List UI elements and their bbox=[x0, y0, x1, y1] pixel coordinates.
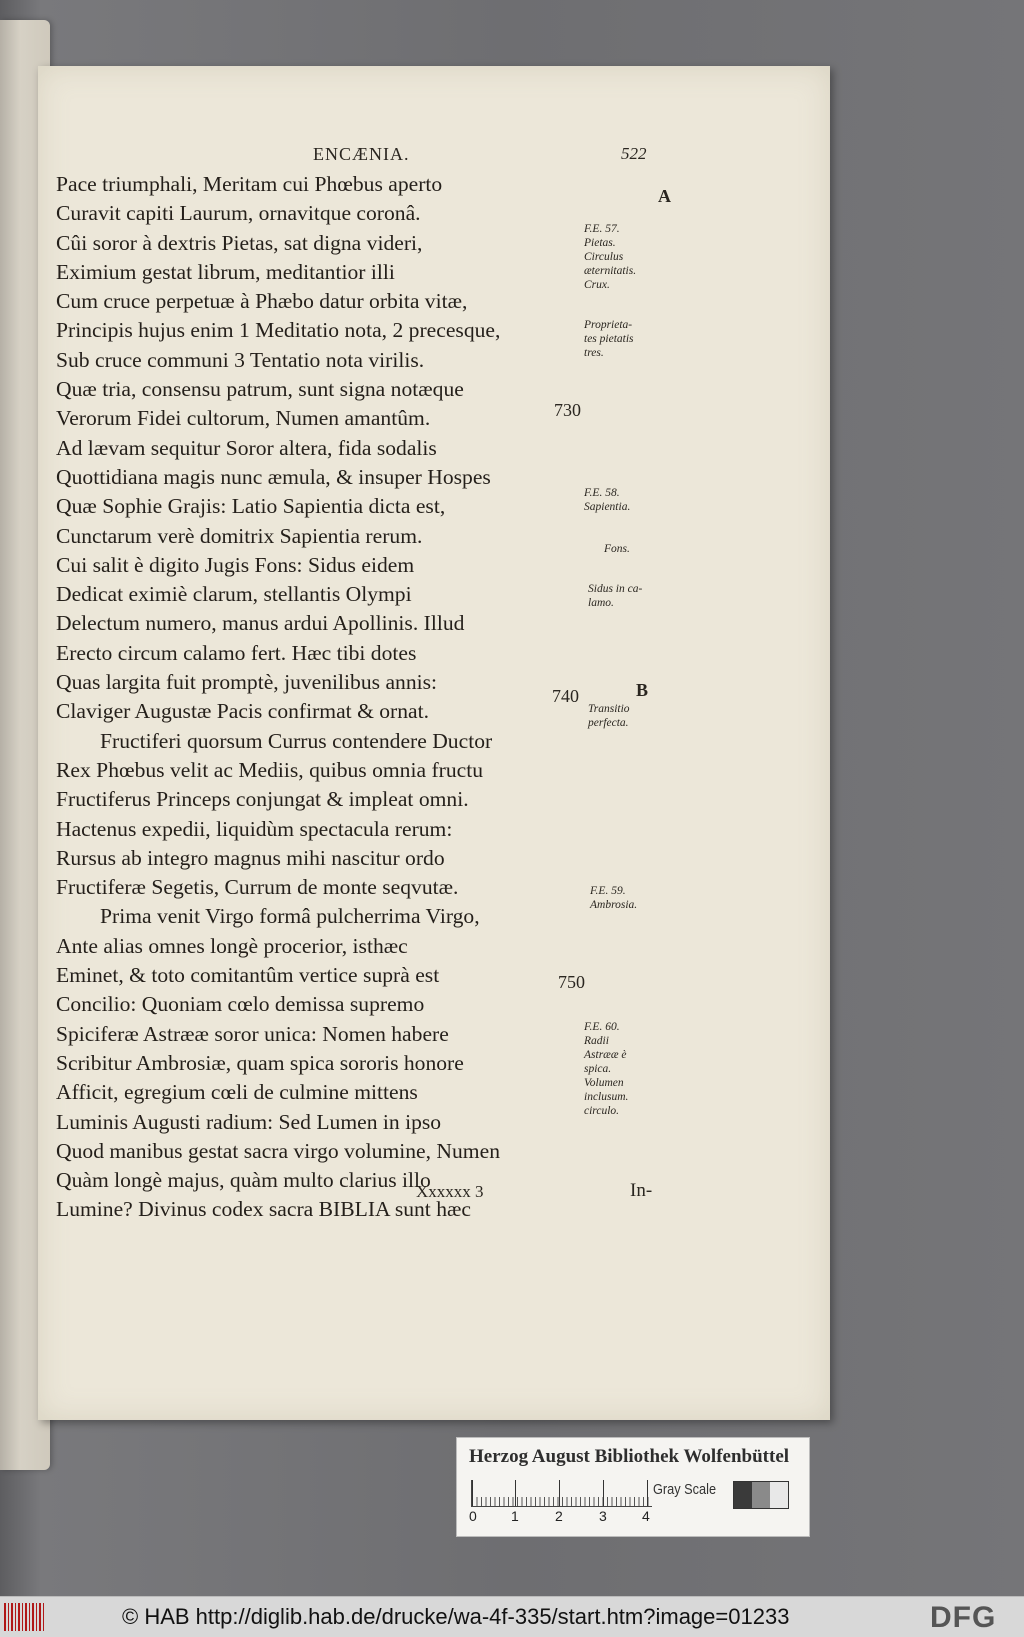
margin-note bbox=[584, 222, 636, 292]
verse-line: Rursus ab integro magnus mihi nascitur ordo bbox=[56, 845, 445, 870]
margin-note-line: Ambrosia. bbox=[590, 899, 638, 911]
gray-scale-swatch bbox=[733, 1481, 789, 1509]
margin-note-line: F.E. 60. bbox=[584, 1021, 620, 1033]
verse-line: Prima venit Virgo formâ pulcherrima Virgo, bbox=[100, 904, 480, 929]
swatch-mid bbox=[752, 1482, 770, 1508]
verse-line: Pace triumphali, Meritam cui Phœbus aperto bbox=[56, 172, 443, 196]
margin-note-line: æternitatis. bbox=[584, 265, 637, 277]
verse-line: Quæ tria, consensu patrum, sunt signa notæque bbox=[56, 377, 464, 402]
margin-note-line: tes pietatis bbox=[584, 333, 634, 345]
margin-note-line: Astrææ è bbox=[584, 1049, 627, 1061]
verse-line: Fructiferæ Segetis, Currum de monte seqvutæ. bbox=[56, 875, 459, 900]
verse-line: Fructiferus Princeps conjungat & impleat omni. bbox=[56, 787, 469, 812]
margin-note-line: Radii bbox=[584, 1035, 609, 1047]
margin-note-line: Pietas. bbox=[584, 237, 616, 249]
color-bar-card bbox=[456, 1437, 810, 1537]
margin-note-line: F.E. 57. bbox=[584, 223, 620, 235]
verse-line: Cui salit è digito Jugis Fons: Sidus eidem bbox=[56, 552, 415, 577]
verse-text-block bbox=[56, 170, 576, 1225]
verse-line: Quæ Sophie Grajis: Latio Sapientia dicta est, bbox=[56, 494, 446, 519]
margin-note-line: circulo. bbox=[584, 1105, 620, 1117]
footer-bar bbox=[0, 1596, 1024, 1637]
line-number: 740 bbox=[552, 686, 579, 706]
section-mark-a: A bbox=[658, 186, 671, 206]
margin-note bbox=[590, 884, 637, 912]
margin-note-line: Sapientia. bbox=[584, 501, 631, 513]
margin-note-line: Circulus bbox=[584, 251, 624, 263]
verse-line: Afficit, egregium cœli de culmine mittens bbox=[56, 1080, 418, 1105]
verse-line: Principis hujus enim 1 Meditatio nota, 2 precesque, bbox=[56, 318, 501, 343]
verse-line: Ad lævam sequitur Soror altera, fida sodalis bbox=[56, 435, 437, 460]
verse-line: Lumine? Divinus codex sacra BIBLIA sunt hæc bbox=[56, 1197, 471, 1222]
line-number: 750 bbox=[558, 972, 585, 992]
margin-note-line: F.E. 59. bbox=[590, 885, 626, 897]
margin-note-line: Fons. bbox=[604, 543, 630, 555]
margin-note bbox=[604, 542, 630, 556]
line-number: 730 bbox=[554, 400, 581, 420]
footer-link[interactable]: © HAB http://diglib.hab.de/drucke/wa-4f-335/start.htm?image=01233 bbox=[122, 1604, 790, 1629]
margin-note bbox=[584, 318, 634, 360]
margin-note bbox=[588, 582, 642, 610]
ruler-number: 0 bbox=[469, 1508, 477, 1524]
signature-mark: Xxxxxx 3 bbox=[416, 1182, 484, 1201]
verse-line: Eximium gestat librum, meditantior illi bbox=[56, 259, 395, 284]
verse-line: Claviger Augustæ Pacis confirmat & ornat. bbox=[56, 699, 430, 724]
running-head: ENCÆNIA. bbox=[313, 144, 410, 164]
margin-note bbox=[588, 702, 630, 730]
ruler-number: 2 bbox=[555, 1508, 563, 1524]
verse-line: Rex Phœbus velit ac Mediis, quibus omnia fructu bbox=[56, 757, 484, 782]
verse-line: Eminet, & toto comitantûm vertice suprà est bbox=[56, 963, 440, 988]
margin-note-line: Crux. bbox=[584, 279, 610, 291]
verse-line: Delectum numero, manus ardui Apollinis. Illud bbox=[56, 611, 465, 636]
page-number: 522 bbox=[621, 144, 647, 163]
margin-note-line: tres. bbox=[584, 347, 604, 359]
margin-note-line: F.E. 58. bbox=[584, 487, 620, 499]
gray-scale-label: Gray Scale bbox=[653, 1481, 717, 1498]
verse-line: Scribitur Ambrosiæ, quam spica sororis honore bbox=[56, 1050, 464, 1075]
margin-note-line: inclusum. bbox=[584, 1091, 629, 1103]
ruler-number: 4 bbox=[642, 1508, 650, 1524]
margin-note-line: Volumen bbox=[584, 1077, 624, 1089]
library-name: Herzog August Bibliothek Wolfenbüttel bbox=[469, 1446, 790, 1467]
verse-line: Concilio: Quoniam cœlo demissa supremo bbox=[56, 992, 425, 1017]
verse-line: Hactenus expedii, liquidùm spectacula rerum: bbox=[56, 816, 453, 841]
ruler-number: 1 bbox=[511, 1508, 519, 1524]
verse-line: Verorum Fidei cultorum, Numen amantûm. bbox=[56, 406, 431, 431]
barcode-icon bbox=[4, 1603, 46, 1631]
margin-note-line: lamo. bbox=[588, 597, 614, 609]
margin-note-line: Transitio bbox=[588, 703, 630, 715]
verse-line: Quod manibus gestat sacra virgo volumine, Numen bbox=[56, 1138, 500, 1163]
verse-line: Sub cruce communi 3 Tentatio nota virilis. bbox=[56, 347, 425, 372]
verse-line: Luminis Augusti radium: Sed Lumen in ipso bbox=[56, 1109, 442, 1134]
catchword: In- bbox=[630, 1180, 653, 1201]
verse-line: Cûi soror à dextris Pietas, sat digna videri, bbox=[56, 230, 423, 255]
margin-note-line: Proprieta- bbox=[584, 319, 633, 331]
verse-line: Dedicat eximiè clarum, stellantis Olympi bbox=[56, 582, 412, 607]
verse-line: Ante alias omnes longè procerior, isthæc bbox=[56, 933, 408, 958]
margin-note-line: perfecta. bbox=[588, 717, 629, 729]
margin-note bbox=[584, 486, 630, 514]
swatch-light bbox=[770, 1482, 788, 1508]
verse-line: Cum cruce perpetuæ à Phæbo datur orbita vitæ, bbox=[56, 289, 468, 314]
margin-note-line: spica. bbox=[584, 1063, 612, 1075]
margin-note-line: Sidus in ca- bbox=[588, 583, 643, 595]
book-page bbox=[38, 66, 830, 1420]
verse-line: Curavit capiti Laurum, ornavitque coronâ. bbox=[56, 201, 421, 226]
verse-line: Cunctarum verè domitrix Sapientia rerum. bbox=[56, 523, 423, 548]
margin-note bbox=[584, 1020, 628, 1118]
verse-line: Erecto circum calamo fert. Hæc tibi dotes bbox=[56, 640, 417, 665]
verse-line: Quàm longè majus, quàm multo clarius illo bbox=[56, 1168, 431, 1193]
verse-line: Spiciferæ Astrææ soror unica: Nomen habere bbox=[56, 1021, 449, 1046]
verse-line: Quas largita fuit promptè, juvenilibus annis: bbox=[56, 670, 438, 695]
verse-line: Quottidiana magis nunc æmula, & insuper Hospes bbox=[56, 464, 491, 489]
verse-line: Fructiferi quorsum Currus contendere Ductor bbox=[100, 728, 493, 753]
section-mark-b: B bbox=[636, 680, 649, 700]
scale-ruler bbox=[471, 1480, 652, 1507]
ruler-number: 3 bbox=[599, 1508, 607, 1524]
dfg-logo: DFG bbox=[930, 1601, 997, 1634]
swatch-dark bbox=[734, 1482, 752, 1508]
